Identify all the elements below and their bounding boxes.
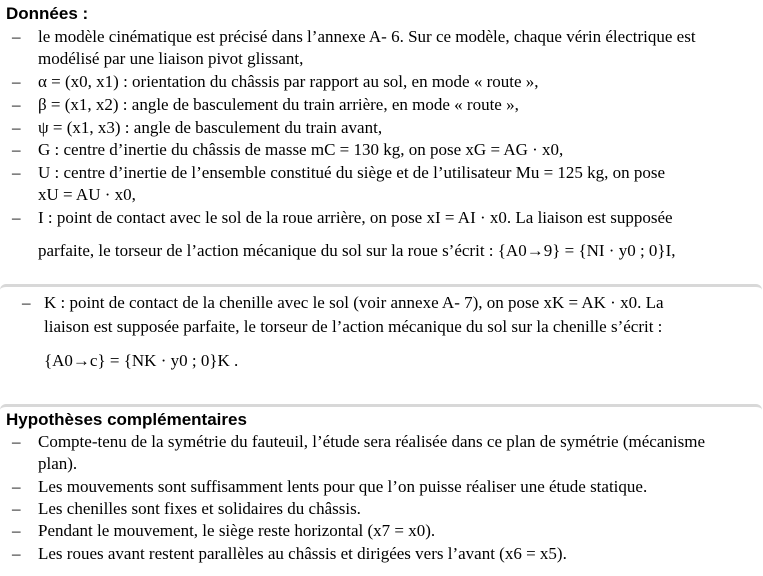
i-line-1: I : point de contact avec le sol de la roue arrière, on pose xI = AI · x0. La liaison est supposée <box>38 208 673 227</box>
bullet-dash: – <box>12 477 21 496</box>
hyp-line-2: Les mouvements sont suffisamment lents pour que l’on puisse réaliser une étude statique. <box>38 477 648 496</box>
hypotheses-heading: Hypothèses complémentaires <box>6 410 247 429</box>
u-line-1: U : centre d’inertie de l’ensemble constitué du siège et de l’utilisateur Mu = 125 kg, on pose <box>38 163 666 182</box>
bullet-dash: – <box>22 293 31 312</box>
bullet-dash: – <box>12 432 21 451</box>
bullet-dash: – <box>12 27 21 46</box>
donnees-line-1a: le modèle cinématique est précisé dans l’annexe A- 6. Sur ce modèle, chaque vérin électrique est <box>38 27 696 46</box>
beta-line: β = (x1, x2) : angle de basculement du train arrière, en mode « route », <box>38 95 519 114</box>
k-line-1: K : point de contact de la chenille avec le sol (voir annexe A- 7), on pose xK = AK · x0. La <box>44 293 664 312</box>
bullet-dash: – <box>12 163 21 182</box>
g-line: G : centre d’inertie du châssis de masse mC = 130 kg, on pose xG = AG · x0, <box>38 140 564 159</box>
bullet-dash: – <box>12 72 21 91</box>
donnees-heading: Données : <box>6 4 89 23</box>
hyp-line-3: Les chenilles sont fixes et solidaires du châssis. <box>38 499 361 518</box>
alpha-line: α = (x0, x1) : orientation du châssis par rapport au sol, en mode « route », <box>38 72 539 91</box>
bullet-dash: – <box>12 118 21 137</box>
k-line-2: liaison est supposée parfaite, le torseur de l’action mécanique du sol sur la chenille s’écrit : <box>44 317 663 336</box>
i-line-2: parfaite, le torseur de l’action mécanique du sol sur la roue s’écrit : {A0→9} = {NI · y0 ; 0}I, <box>38 241 676 260</box>
bullet-dash: – <box>12 95 21 114</box>
bullet-dash: – <box>12 140 21 159</box>
hyp-line-1b: plan). <box>38 454 78 473</box>
k-line-3: {A0→c} = {NK · y0 ; 0}K . <box>44 351 239 370</box>
bullet-dash: – <box>12 544 21 563</box>
hyp-line-5: Les roues avant restent parallèles au châssis et dirigées vers l’avant (x6 = x5). <box>38 544 567 563</box>
hyp-line-1a: Compte-tenu de la symétrie du fauteuil, l’étude sera réalisée dans ce plan de symétrie (mécanisme <box>38 432 705 451</box>
bullet-dash: – <box>12 499 21 518</box>
psi-line: ψ = (x1, x3) : angle de basculement du train avant, <box>38 118 383 137</box>
u-line-2: xU = AU · x0, <box>38 185 136 204</box>
bullet-dash: – <box>12 521 21 540</box>
donnees-line-1b: modélisé par une liaison pivot glissant, <box>38 49 304 68</box>
bullet-dash: – <box>12 208 21 227</box>
hyp-line-4: Pendant le mouvement, le siège reste horizontal (x7 = x0). <box>38 521 436 540</box>
